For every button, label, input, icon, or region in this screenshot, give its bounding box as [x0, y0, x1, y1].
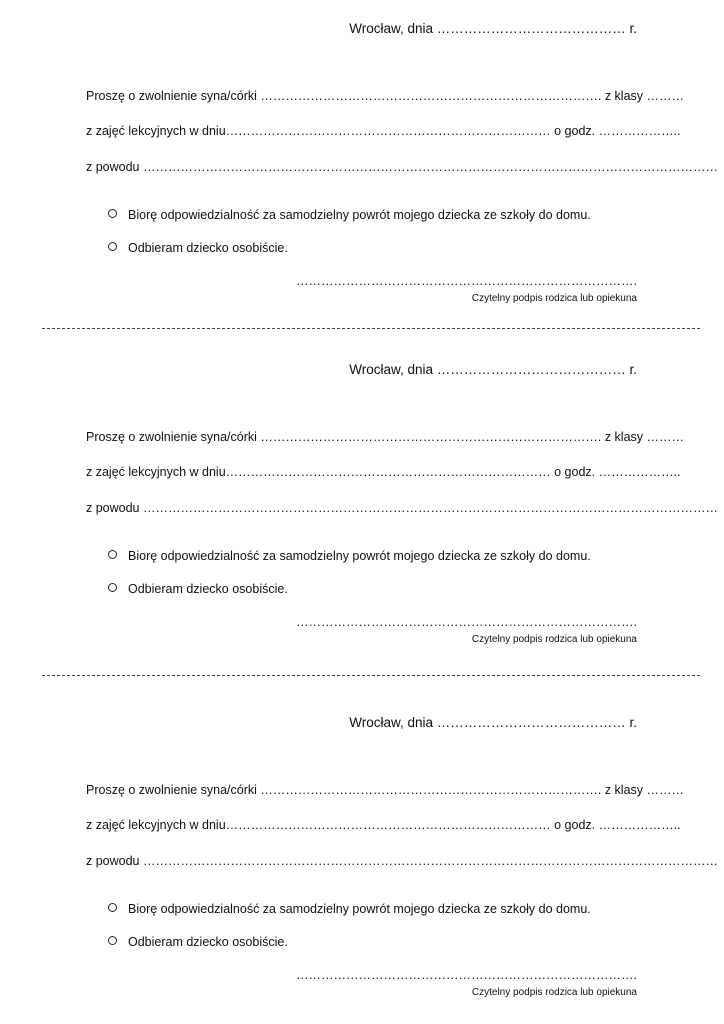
option-pickup-label: Odbieram dziecko osobiście.: [128, 935, 288, 949]
option-self-return-label: Biorę odpowiedzialność za samodzielny powrót mojego dziecka ze szkoły do domu.: [128, 549, 591, 563]
date-line[interactable]: Wrocław, dnia …………………………………… r.: [349, 715, 637, 730]
signature-caption: Czytelny podpis rodzica lub opiekuna: [471, 987, 637, 998]
reason-line[interactable]: z powodu …………………………………………………………………………………………………………………………: [86, 501, 718, 515]
cut-line: [42, 328, 700, 329]
student-name-line[interactable]: Proszę o zwolnienie syna/córki ………………………………………………………………………. z klasy ………: [86, 89, 685, 103]
radio-circle-icon[interactable]: [108, 936, 117, 945]
option-pickup-label: Odbieram dziecko osobiście.: [128, 582, 288, 596]
lesson-date-line[interactable]: z zajęć lekcyjnych w dniu…………………………………………………………………… o godz. ………………..: [86, 124, 681, 138]
option-self-return[interactable]: [108, 549, 591, 563]
option-self-return-label: Biorę odpowiedzialność za samodzielny powrót mojego dziecka ze szkoły do domu.: [128, 208, 591, 222]
radio-circle-icon[interactable]: [108, 550, 117, 559]
option-pickup[interactable]: [108, 935, 288, 949]
signature-line[interactable]: ……………………………………………………………………….: [296, 274, 637, 288]
option-pickup[interactable]: [108, 241, 288, 255]
option-self-return-label: Biorę odpowiedzialność za samodzielny powrót mojego dziecka ze szkoły do domu.: [128, 902, 591, 916]
option-pickup[interactable]: [108, 582, 288, 596]
date-line[interactable]: Wrocław, dnia …………………………………… r.: [349, 21, 637, 36]
signature-caption: Czytelny podpis rodzica lub opiekuna: [471, 634, 637, 645]
lesson-date-line[interactable]: z zajęć lekcyjnych w dniu…………………………………………………………………… o godz. ………………..: [86, 818, 681, 832]
radio-circle-icon[interactable]: [108, 242, 117, 251]
option-self-return[interactable]: [108, 208, 591, 222]
date-line[interactable]: Wrocław, dnia …………………………………… r.: [349, 362, 637, 377]
reason-line[interactable]: z powodu …………………………………………………………………………………………………………………………: [86, 160, 718, 174]
signature-caption: Czytelny podpis rodzica lub opiekuna: [471, 293, 637, 304]
lesson-date-line[interactable]: z zajęć lekcyjnych w dniu…………………………………………………………………… o godz. ………………..: [86, 465, 681, 479]
student-name-line[interactable]: Proszę o zwolnienie syna/córki ………………………………………………………………………. z klasy ………: [86, 430, 685, 444]
radio-circle-icon[interactable]: [108, 903, 117, 912]
reason-line[interactable]: z powodu …………………………………………………………………………………………………………………………: [86, 854, 718, 868]
release-form-1: [0, 0, 724, 320]
option-self-return[interactable]: [108, 902, 591, 916]
signature-line[interactable]: ……………………………………………………………………….: [296, 968, 637, 982]
radio-circle-icon[interactable]: [108, 583, 117, 592]
signature-line[interactable]: ……………………………………………………………………….: [296, 615, 637, 629]
student-name-line[interactable]: Proszę o zwolnienie syna/córki ………………………………………………………………………. z klasy ………: [86, 783, 685, 797]
radio-circle-icon[interactable]: [108, 209, 117, 218]
release-form-3: [0, 694, 724, 1014]
release-form-2: [0, 341, 724, 661]
option-pickup-label: Odbieram dziecko osobiście.: [128, 241, 288, 255]
cut-line: [42, 675, 700, 676]
